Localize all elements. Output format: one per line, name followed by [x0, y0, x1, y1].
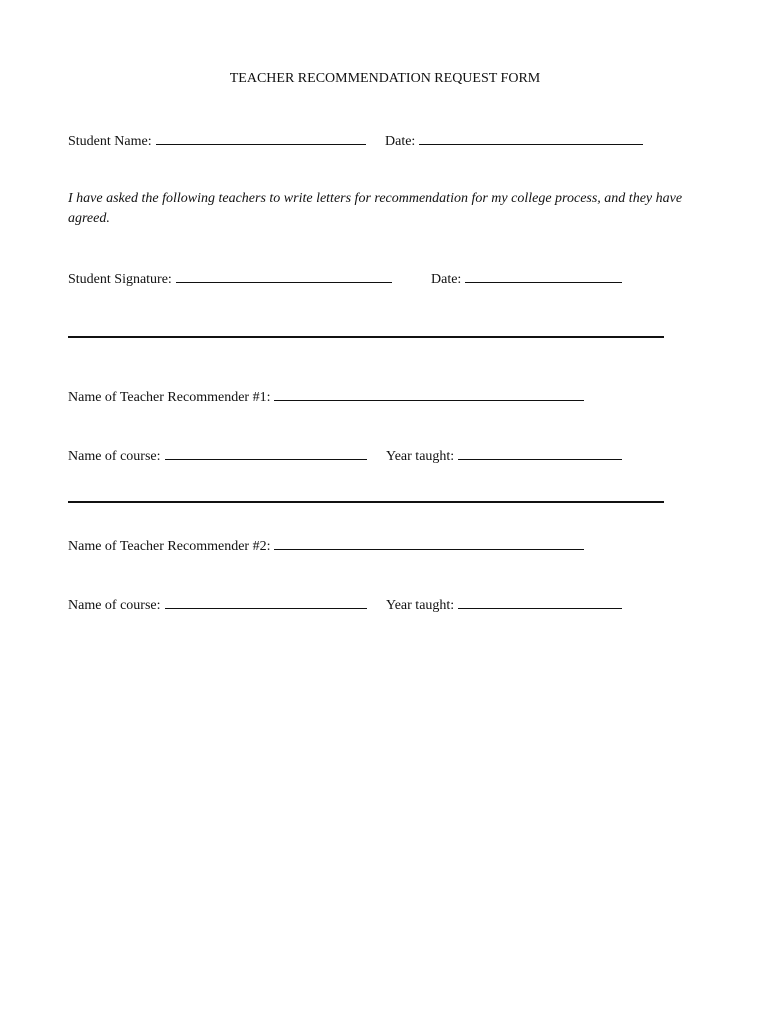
student-name-field[interactable] [156, 130, 366, 145]
teacher-2-year-label: Year taught: [386, 598, 455, 613]
teacher-1-year-label: Year taught: [386, 449, 455, 464]
teacher-2-field[interactable] [274, 535, 584, 550]
teacher-1-course-label: Name of course: [68, 449, 161, 464]
teacher-2-row [68, 535, 584, 556]
teacher-1-row [68, 386, 584, 407]
statement-text: I have asked the following teachers to write letters for recommendation for my college process, and they have agreed. [68, 191, 683, 226]
teacher-1-label: Name of Teacher Recommender #1: [68, 390, 271, 405]
date-row-2 [431, 268, 622, 289]
date-field-2[interactable] [465, 268, 622, 283]
teacher-2-course-row [68, 594, 367, 615]
date-row-1 [385, 130, 643, 151]
teacher-2-year-field[interactable] [458, 594, 622, 609]
teacher-1-year-field[interactable] [458, 445, 622, 460]
teacher-1-course-row [68, 445, 367, 466]
date-field-1[interactable] [419, 130, 643, 145]
date-label-1: Date: [385, 134, 416, 149]
student-signature-field[interactable] [176, 268, 392, 283]
teacher-2-label: Name of Teacher Recommender #2: [68, 539, 271, 554]
student-name-label: Student Name: [68, 134, 152, 149]
teacher-1-field[interactable] [274, 386, 584, 401]
signature-row [68, 268, 392, 289]
date-label-2: Date: [431, 272, 462, 287]
teacher-2-year-row [386, 594, 622, 615]
form-title: TEACHER RECOMMENDATION REQUEST FORM [229, 71, 541, 86]
divider-2 [68, 501, 664, 503]
teacher-2-course-label: Name of course: [68, 598, 161, 613]
divider-1 [68, 336, 664, 338]
teacher-2-course-field[interactable] [165, 594, 367, 609]
teacher-1-course-field[interactable] [165, 445, 367, 460]
student-name-row [68, 130, 366, 151]
student-signature-label: Student Signature: [68, 272, 172, 287]
teacher-1-year-row [386, 445, 622, 466]
